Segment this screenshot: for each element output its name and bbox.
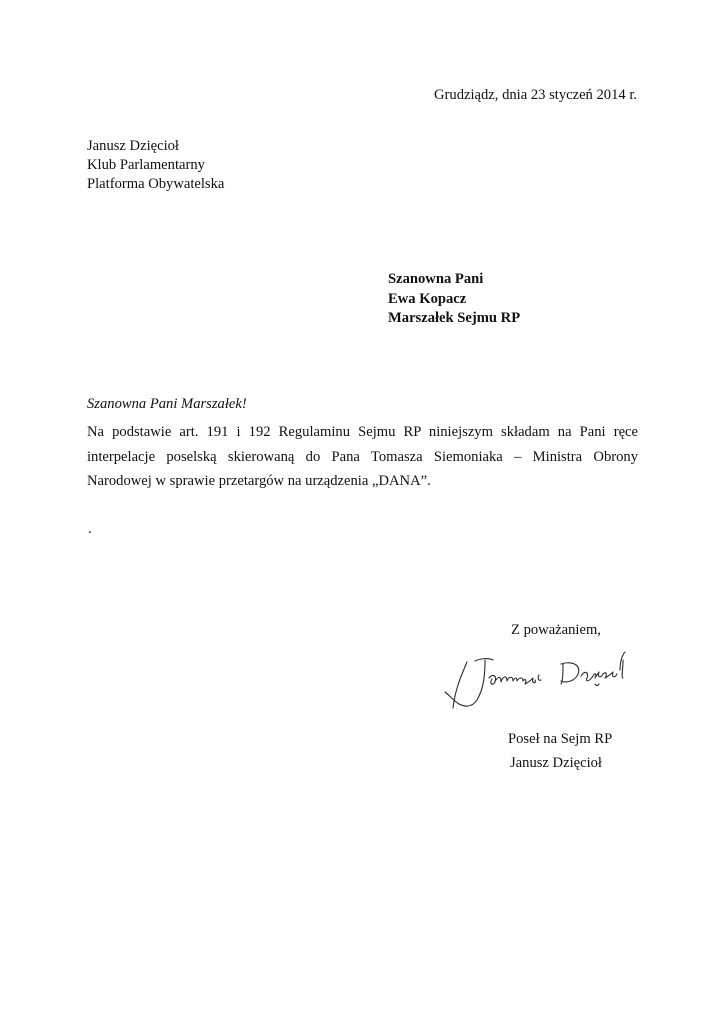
recipient-block: [388, 270, 520, 329]
sender-block: [87, 137, 224, 194]
sender-party: Platforma Obywatelska: [87, 176, 225, 192]
signatory-name: Janusz Dzięcioł: [510, 755, 602, 771]
body-line-1: Na podstawie art. 191 i 192 Regulaminu Sejmu RP niniejszym składam na Pani ręce: [87, 424, 638, 440]
handwritten-signature: [437, 648, 637, 716]
recipient-name: Ewa Kopacz: [388, 290, 467, 307]
body-dot: .: [88, 521, 92, 537]
letter-body: [87, 420, 638, 494]
sender-club: Klub Parlamentarny: [87, 157, 205, 173]
salutation: Szanowna Pani Marszałek!: [87, 396, 247, 412]
body-line-2: interpelacje poselską skierowaną do Pana Tomasza Siemoniaka – Ministra Obrony: [87, 448, 638, 465]
signatory-title: Poseł na Sejm RP: [508, 731, 613, 747]
sender-name: Janusz Dzięcioł: [87, 138, 179, 154]
body-line-3: Narodowej w sprawie przetargów na urządzenia „DANA”.: [87, 473, 431, 489]
closing-phrase: Z poważaniem,: [511, 622, 601, 638]
place-date: Grudziądz, dnia 23 styczeń 2014 r.: [434, 87, 638, 103]
recipient-position: Marszałek Sejmu RP: [388, 310, 521, 326]
recipient-greeting: Szanowna Pani: [388, 271, 484, 287]
